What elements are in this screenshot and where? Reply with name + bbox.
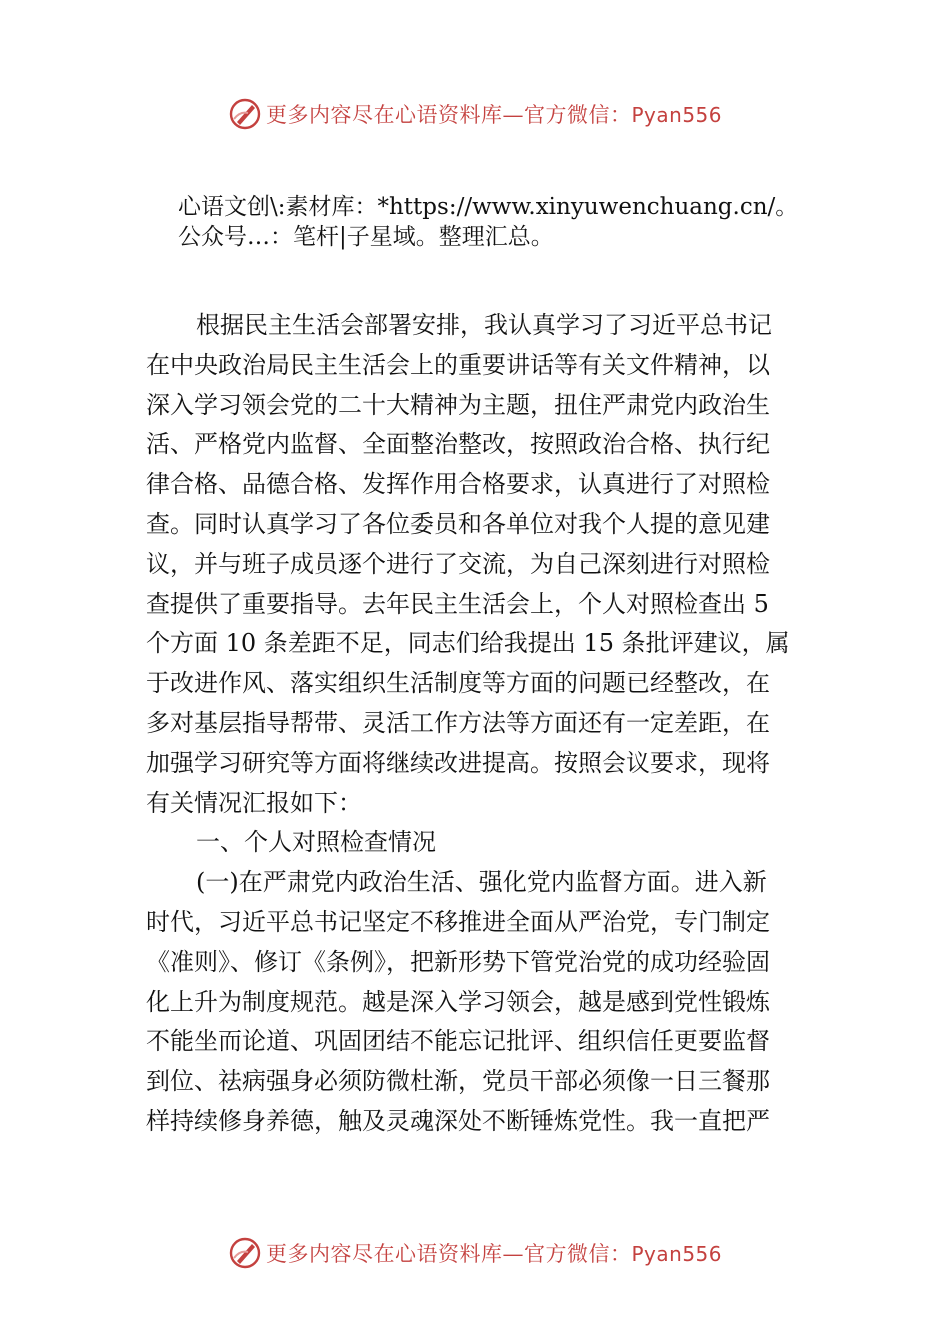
wechat-id: Pyan556 [631,1242,722,1266]
body-line: 议，并与班子成员逐个进行了交流，为自己深刻进行对照检 [146,549,770,578]
banner-text: 更多内容尽在心语资料库—官方微信：Pyan556 [265,1242,722,1266]
body-line: 深入学习领会党的二十大精神为主题，扭住严肃党内政治生 [146,390,770,419]
pen-emblem-icon [228,1236,262,1270]
body-line: 查提供了重要指导。去年民主生活会上，个人对照检查出 5 [146,589,769,618]
banner-text: 更多内容尽在心语资料库—官方微信：Pyan556 [265,103,722,127]
body-line: 到位、祛病强身必须防微杜渐，党员干部必须像一日三餐那 [146,1067,770,1096]
body-line: 活、严格党内监督、全面整治整改，按照政治合格、执行纪 [146,430,770,459]
document-body [146,306,806,1142]
body-line: 加强学习研究等方面将继续改进提高。按照会议要求，现将 [146,748,770,777]
body-line: 有关情况汇报如下： [146,788,362,817]
body-line: 个方面 10 条差距不足，同志们给我提出 15 条批评建议，属 [146,629,790,658]
section-heading: 一、个人对照检查情况 [196,828,436,857]
body-line: 查。同时认真学习了各位委员和各单位对我个人提的意见建 [146,509,770,538]
body-line: 多对基层指导帮带、灵活工作方法等方面还有一定差距，在 [146,708,770,737]
body-line: (一)在严肃党内政治生活、强化党内监督方面。进入新 [196,868,767,897]
body-line: 时代，习近平总书记坚定不移推进全面从严治党，专门制定 [146,907,770,936]
header-banner [0,94,950,134]
body-line: 《准则》、修订《条例》，把新形势下管党治党的成功经验固 [146,947,770,976]
source-line: 公众号…：笔杆|子星域。整理汇总。 [178,224,554,250]
body-line: 不能坐而论道、巩固团结不能忘记批评、组织信任更要监督 [146,1027,770,1056]
pen-emblem-icon [228,97,262,131]
source-note [178,192,798,252]
body-line: 律合格、品德合格、发挥作用合格要求，认真进行了对照检 [146,470,770,499]
body-line: 化上升为制度规范。越是深入学习领会，越是感到党性锻炼 [146,987,770,1016]
body-line: 于改进作风、落实组织生活制度等方面的问题已经整改，在 [146,669,770,698]
wechat-id: Pyan556 [631,103,722,127]
source-line: 心语文创\:素材库：*https://www.xinyuwenchuang.cn/。 [178,194,799,220]
footer-banner [0,1233,950,1273]
body-line: 样持续修身养德，触及灵魂深处不断锤炼党性。我一直把严 [146,1106,770,1135]
body-line: 根据民主生活会部署安排，我认真学习了习近平总书记 [196,311,772,339]
body-line: 在中央政治局民主生活会上的重要讲话等有关文件精神，以 [146,350,770,379]
